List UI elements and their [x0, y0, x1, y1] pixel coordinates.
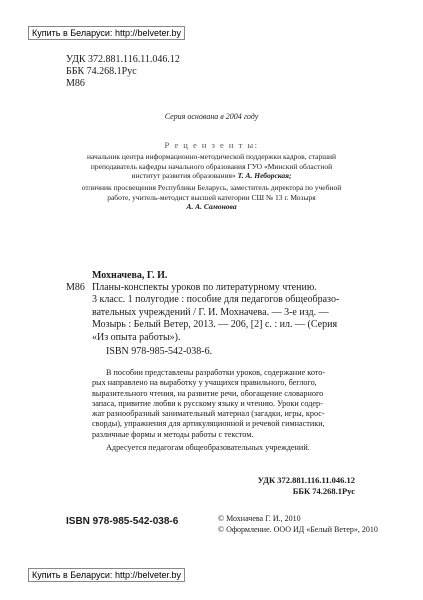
biblio-line: Мозырь : Белый Ветер, 2013. — 206, [2] с. : ил. — (Серия — [92, 319, 338, 331]
udk-line: УДК 372.881.116.11.046.12 — [66, 54, 180, 65]
udk-top — [66, 54, 180, 90]
annotation-line: запаса, привитие любви к русскому языку и чтению. Уроки содер- — [92, 398, 323, 408]
reviewers-heading: Р е ц е н з е н т ы: — [164, 140, 259, 150]
author-code-mid: М86 — [66, 282, 85, 293]
reviewer1-line: начальник центра информационно-методической поддержки кадров, старший — [86, 152, 337, 161]
reviewer2-block — [40, 183, 383, 212]
annotation-line: сворды), упражнения для артикуляционной и речевой гимнастики, — [92, 419, 325, 429]
reviewer1-name: Т. А. Неборская; — [237, 171, 292, 180]
annotation-line: выразительного чтения, на развитие речи, обогащение словарного — [92, 388, 324, 398]
copyright-line: © Оформление. ООО ИД «Белый Ветер», 2010 — [218, 525, 378, 534]
biblio-line: 3 класс. 1 полугодие : пособие для педагогов общеобразо- — [92, 294, 340, 306]
copyright-line: © Мохначева Г. И., 2010 — [218, 514, 301, 523]
udk-bottom — [258, 475, 355, 496]
reviewer1-line: институт развития образования» Т. А. Неборская; — [131, 171, 292, 180]
bibliographic-entry — [92, 270, 358, 358]
bbk-line: ББК 74.268.1Рус — [66, 66, 137, 77]
annotation-line: В пособии представлены разработки уроков, содержание кото- — [106, 368, 326, 377]
isbn-bottom: ISBN 978-985-542-038-6 — [66, 516, 179, 527]
biblio-line: Планы-конспекты уроков по литературному чтению. — [92, 282, 317, 293]
series-note: Серия основана в 2004 году — [164, 112, 259, 121]
reviewer2-line: работе, учитель-методист высшей категории СШ № 13 г. Мозыря — [107, 192, 316, 202]
reviewer2-name: А. А. Самонова — [186, 202, 237, 211]
annotation-line: различные формы и методы работы с текстом. — [92, 429, 254, 439]
annotation-line: рых направлено на выработку у учащихся правильного, беглого, — [92, 378, 317, 388]
reviewer1-block — [40, 152, 383, 181]
bbk-line: ББК 74.268.1Рус — [292, 485, 355, 496]
udk-line: УДК 372.881.116.11.046.12 — [257, 475, 355, 485]
audience-line: Адресуется педагогам общеобразовательных учреждений. — [106, 443, 310, 453]
author-code-line: М86 — [66, 78, 85, 89]
annotation — [92, 368, 358, 453]
biblio-line: «Из опыта работы»). — [92, 331, 181, 343]
reviewer1-line: преподаватель кафедры начального образования ГУО «Минский областной — [90, 161, 333, 171]
annotation-line: жат разнообразный занимательный материал (загадки, игры, крос- — [92, 409, 325, 419]
bottom-banner-link[interactable]: Купить в Беларуси: http://belveter.by — [28, 568, 185, 582]
top-banner-link[interactable]: Купить в Беларуси: http://belveter.by — [28, 26, 185, 40]
author-heading: Мохначева, Г. И. — [92, 270, 168, 281]
reviewer2-line: отличник просвещения Республики Беларусь, заместитель директора по учебной — [81, 183, 342, 192]
copyright-block — [218, 513, 378, 535]
isbn-line: ISBN 978-985-542-038-6. — [106, 346, 213, 358]
biblio-line: вательных учреждений / Г. И. Мохначева. — 3-е изд. — — [92, 306, 329, 318]
